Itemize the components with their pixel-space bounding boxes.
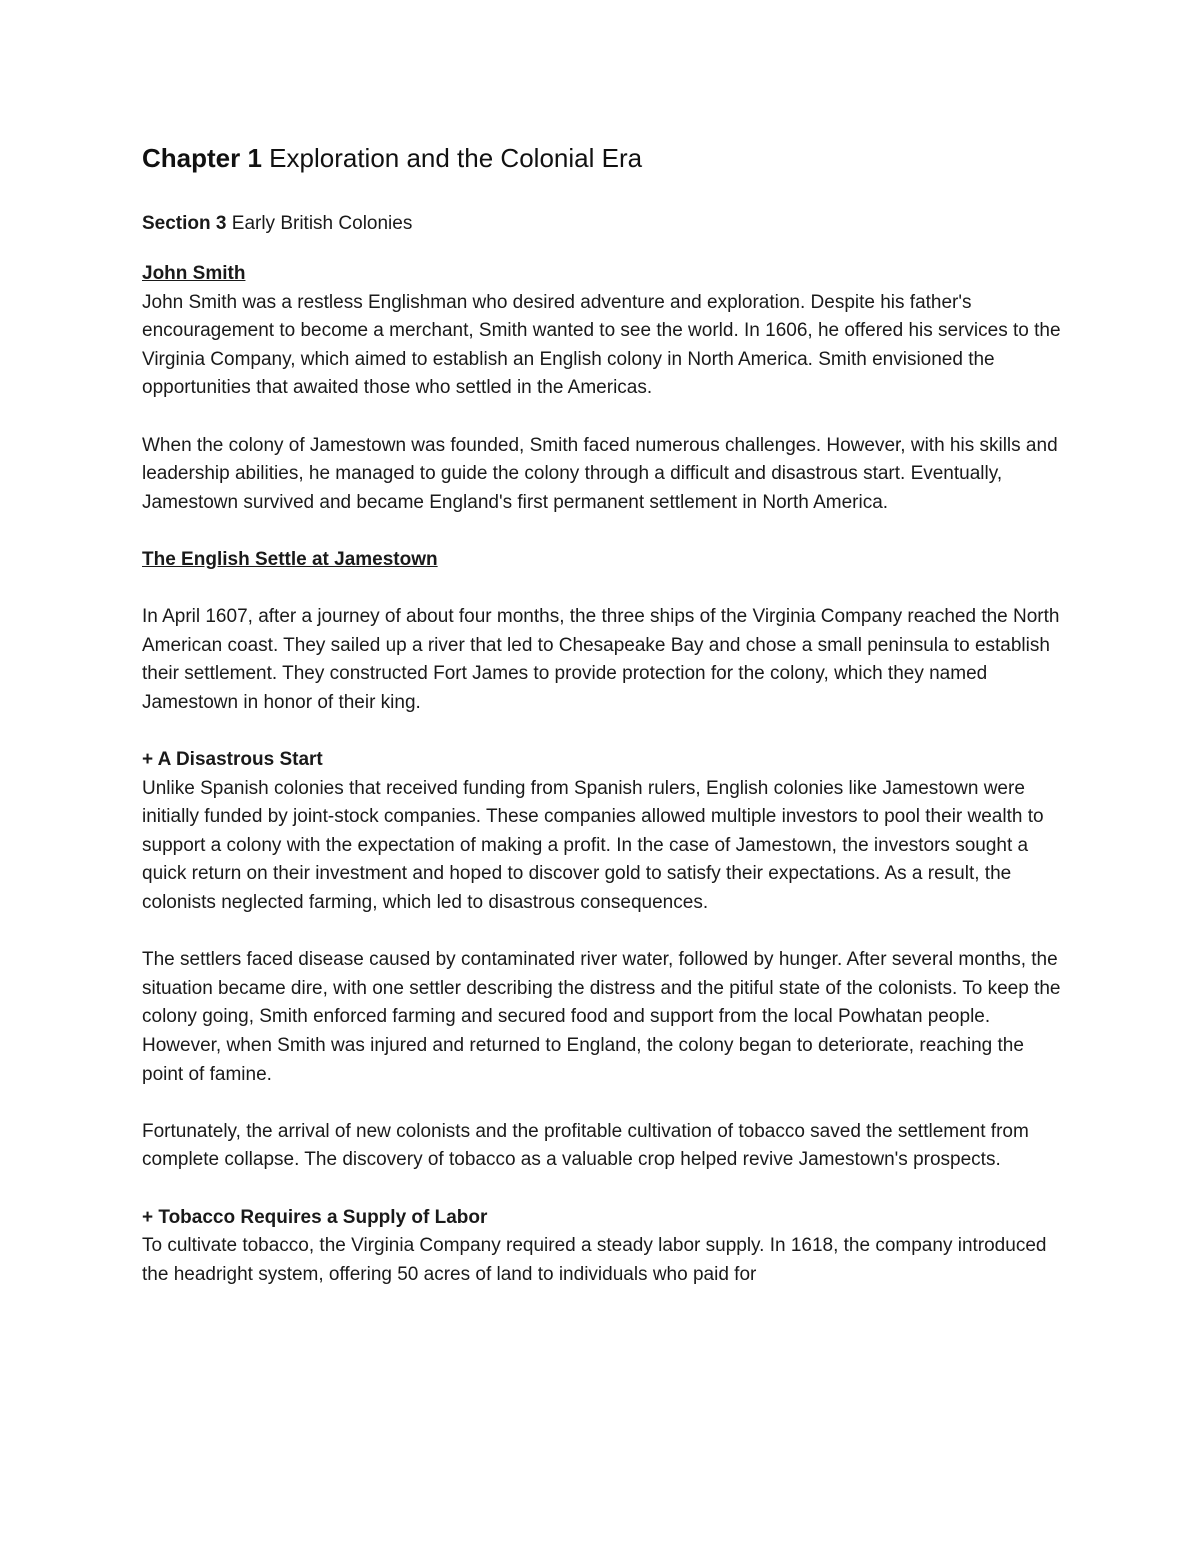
- section-label: Section 3: [142, 213, 227, 234]
- paragraph-jamestown-1: In April 1607, after a journey of about four months, the three ships of the Virginia Company reached the North American coast. They sailed up a river that led to Chesapeake Bay and chose a small peninsula to establish their settlement. They constructed Fort James to provide protection for the colony, which they named Jamestown in honor of their king.: [142, 606, 1060, 713]
- paragraph-disastrous-start-3: Fortunately, the arrival of new colonists and the profitable cultivation of tobacco saved the settlement from complete collapse. The discovery of tobacco as a valuable crop helped revive Jamestown's prospects.: [142, 1120, 1029, 1171]
- paragraph-gap: [142, 517, 1062, 546]
- paragraph-gap: [142, 1175, 1062, 1204]
- heading-john-smith: John Smith: [142, 263, 246, 284]
- paragraph-tobacco-1: To cultivate tobacco, the Virginia Company required a steady labor supply. In 1618, the company introduced the headright system, offering 50 acres of land to individuals who paid for: [142, 1235, 1047, 1285]
- section-title: [142, 210, 1062, 238]
- paragraph-gap: [142, 718, 1062, 747]
- paragraph-john-smith-2: When the colony of Jamestown was founded, Smith faced numerous challenges. However, with his skills and leadership abilities, he managed to guide the colony through a difficult and disastrous start. Eventually, Jamestown survived and became England's first permanent settlement in North America.: [142, 434, 1058, 513]
- heading-tobacco: + Tobacco Requires a Supply of Labor: [142, 1206, 488, 1228]
- paragraph-gap: [142, 575, 1062, 604]
- paragraph-disastrous-start-2: The settlers faced disease caused by contaminated river water, followed by hunger. After several months, the situation became dire, with one settler describing the distress and the pitiful state of the colonists. To keep the colony going, Smith enforced farming and secured food and support from the local Powhatan people. However, when Smith was injured and returned to England, the colony began to deteriorate, reaching the point of famine.: [142, 949, 1061, 1085]
- paragraph-gap: [142, 918, 1062, 947]
- heading-disastrous-start: + A Disastrous Start: [142, 749, 323, 771]
- chapter-title: [142, 140, 1062, 176]
- document-page: [142, 140, 1062, 1289]
- section-name: Early British Colonies: [231, 213, 413, 234]
- heading-jamestown: The English Settle at Jamestown: [142, 548, 438, 570]
- paragraph-gap: [142, 403, 1062, 432]
- paragraph-disastrous-start-1: Unlike Spanish colonies that received funding from Spanish rulers, English colonies like Jamestown were initially funded by joint-stock companies. These companies allowed multiple investors to pool their wealth to support a colony with the expectation of making a profit. In the case of Jamestown, the investors sought a quick return on their investment and hoped to discover gold to satisfy their expectations. As a result, the colonists neglected farming, which led to disastrous consequences.: [142, 777, 1044, 914]
- chapter-label: Chapter 1: [142, 143, 262, 173]
- paragraph-john-smith-1: John Smith was a restless Englishman who desired adventure and exploration. Despite his father's encouragement to become a merchant, Smith wanted to see the world. In 1606, he offered his services to the Virginia Company, which aimed to establish an English colony in North America. Smith envisioned the opportunities that awaited those who settled in the Americas.: [142, 291, 1061, 399]
- paragraph-gap: [142, 1089, 1062, 1118]
- chapter-name: Exploration and the Colonial Era: [269, 143, 643, 173]
